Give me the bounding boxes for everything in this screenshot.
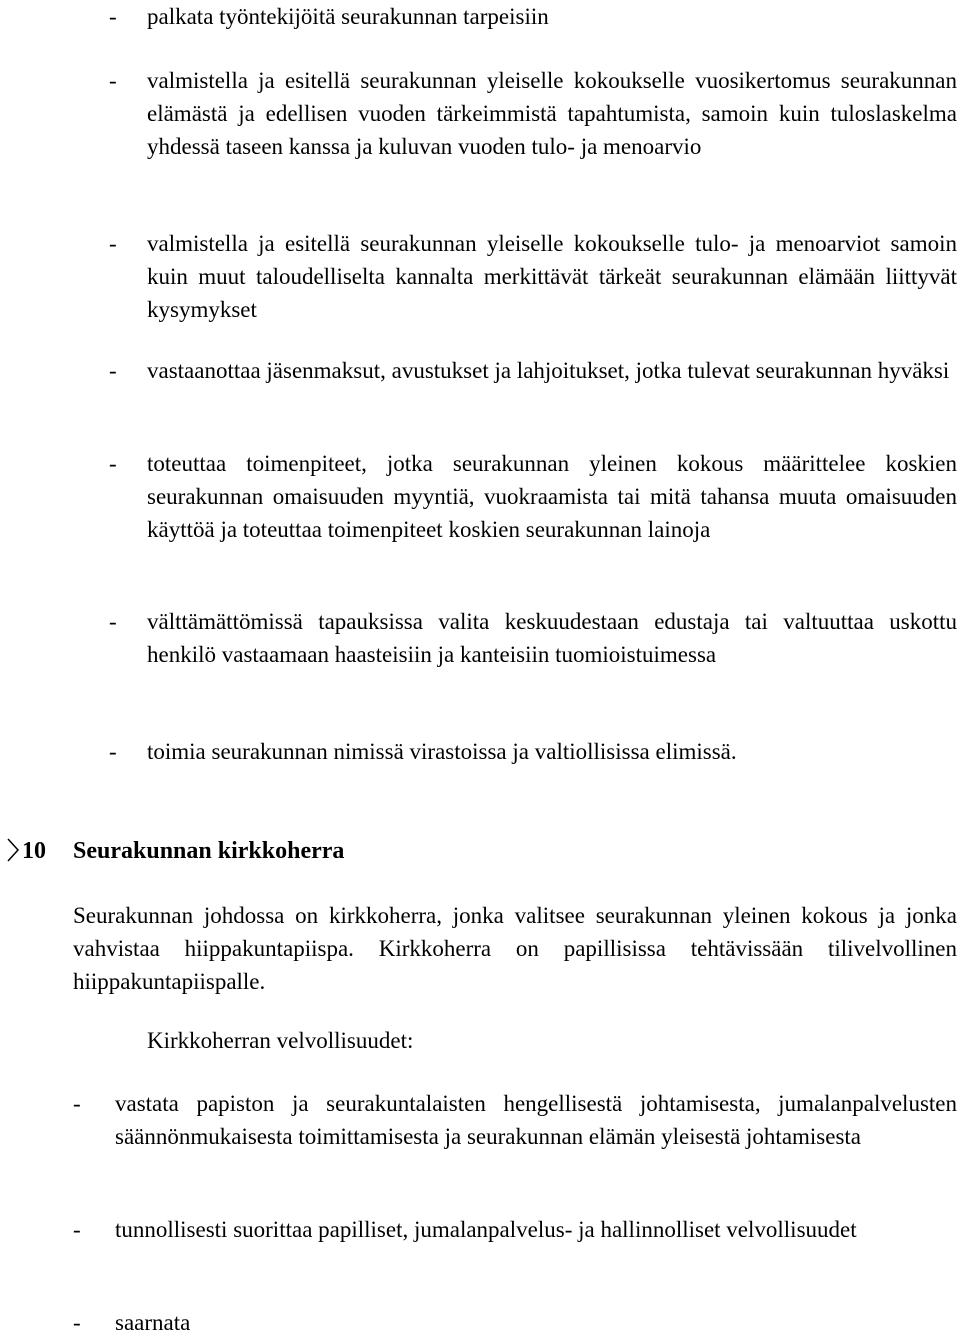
list-dash: - (73, 1091, 81, 1116)
list-item (109, 735, 957, 768)
list-dash: - (73, 1310, 81, 1335)
list-dash: - (109, 4, 117, 29)
list-item (109, 0, 957, 33)
list-item-text: tunnollisesti suorittaa papilliset, jumalanpalvelus- ja hallinnolliset velvollisuudet (115, 1217, 857, 1242)
list-item (73, 1213, 957, 1246)
list-dash: - (109, 609, 117, 634)
section-number: 10 (22, 838, 46, 864)
list-dash: - (109, 68, 117, 93)
list-item (73, 1087, 957, 1153)
list-item (109, 605, 957, 671)
list-dash: - (109, 358, 117, 383)
list-dash: - (73, 1217, 81, 1242)
list-item (109, 354, 957, 387)
list-item-text: valmistella ja esitellä seurakunnan yleiselle kokoukselle tulo- ja menoarviot samoin kuin muut taloudelliselta kannalta merkittävät tärkeät seurakunnan elämään liittyvät kysymykset (147, 231, 957, 322)
section-paragraph: Seurakunnan johdossa on kirkkoherra, jonka valitsee seurakunnan yleinen kokous ja jonka vahvistaa hiippakuntapiispa. Kirkkoherra on papillisissa tehtävissään tilivelvollinen hiippakuntapiispalle. (73, 903, 957, 994)
list-dash: - (109, 231, 117, 256)
list-item-text: toteuttaa toimenpiteet, jotka seurakunnan yleinen kokous määrittelee koskien seurakunnan omaisuuden myyntiä, vuokraamista tai mitä tahansa muuta omaisuuden käyttöä ja toteuttaa toimenpiteet koskien seurakunnan lainoja (147, 451, 957, 542)
tab-arrow-icon (6, 837, 20, 873)
list-item (109, 447, 957, 546)
list-item (109, 64, 957, 163)
list-dash: - (109, 451, 117, 476)
duties-subheading: Kirkkoherran velvollisuudet: (147, 1028, 414, 1053)
list-item-text: vastata papiston ja seurakuntalaisten hengellisestä johtamisesta, jumalanpalvelusten säännönmukaisesta toimittamisesta ja seurakunnan elämän yleisestä johtamisesta (115, 1091, 957, 1149)
list-item-text: vastaanottaa jäsenmaksut, avustukset ja lahjoitukset, jotka tulevat seurakunnan hyväksi (147, 358, 950, 383)
list-item-text: palkata työntekijöitä seurakunnan tarpeisiin (147, 4, 549, 29)
list-item-text: välttämättömissä tapauksissa valita keskuudestaan edustaja tai valtuuttaa uskottu henkilö vastaamaan haasteisiin ja kanteisiin tuomioistuimessa (147, 609, 957, 667)
list-item (109, 227, 957, 326)
list-item (73, 1306, 957, 1339)
section-title: Seurakunnan kirkkoherra (73, 838, 345, 864)
list-dash: - (109, 739, 117, 764)
list-item-text: saarnata (115, 1310, 191, 1335)
list-item-text: toimia seurakunnan nimissä virastoissa ja valtiollisissa elimissä. (147, 739, 737, 764)
list-item-text: valmistella ja esitellä seurakunnan yleiselle kokoukselle vuosikertomus seurakunnan elämästä ja edellisen vuoden tärkeimmistä tapahtumista, samoin kuin tuloslaskelma yhdessä taseen kanssa ja kuluvan vuoden tulo- ja menoarvio (147, 68, 957, 159)
